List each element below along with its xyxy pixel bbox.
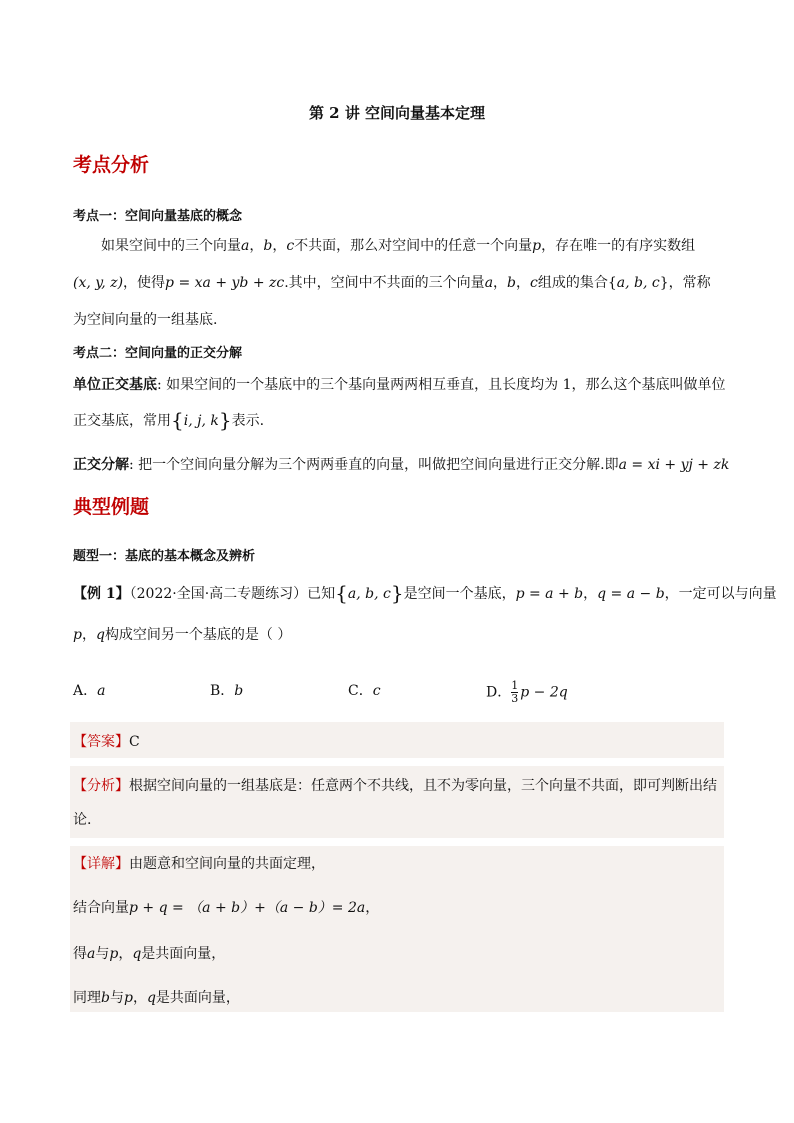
option-b[interactable]: B．b — [210, 683, 244, 699]
type-one-heading: 题型一：基底的基本概念及辨析 — [73, 549, 256, 564]
option-d[interactable]: D． $\frac{1}{3}$ p − 2q — [486, 679, 568, 705]
option-c[interactable]: C．c — [348, 683, 381, 699]
detail-line4: 同理b与p，q是共面向量， — [73, 990, 240, 1006]
example1-line1: 【例 1】（2022·全国·高二专题练习）已知{a, b, c}是空间一个基底，p = a + b，q = a − b，一定可以与向量 — [73, 581, 777, 605]
detail-line2: 结合向量p + q = （a + b）+（a − b）= 2a， — [73, 900, 380, 916]
analysis-line2: 论. — [73, 812, 92, 828]
example1-line2: p，q构成空间另一个基底的是（ ） — [73, 627, 292, 643]
analysis-line1: 【分析】根据空间向量的一组基底是：任意两个不共线，且不为零向量，三个向量不共面，即可判断出结 — [73, 778, 717, 794]
point2-heading: 考点二：空间向量的正交分解 — [73, 346, 243, 361]
unit-basis-line2: 正交基底，常用{i, j, k}表示. — [73, 408, 265, 432]
point1-heading: 考点一：空间向量基底的概念 — [73, 209, 243, 224]
point1-line2: (x, y, z)，使得p = xa + yb + zc.其中，空间中不共面的三个向量a，b，c组成的集合{a, b, c}，常称 — [73, 275, 711, 291]
section-heading-analysis: 考点分析 — [73, 154, 150, 176]
page-title: 第 2 讲 空间向量基本定理 — [308, 104, 486, 122]
detail-line3: 得a与p，q是共面向量， — [73, 946, 226, 962]
section-heading-examples: 典型例题 — [73, 496, 150, 518]
option-a[interactable]: A．a — [73, 683, 106, 699]
point1-line3: 为空间向量的一组基底. — [73, 312, 218, 328]
answer-line: 【答案】C — [73, 734, 140, 750]
detail-line1: 【详解】由题意和空间向量的共面定理， — [73, 856, 325, 872]
unit-basis-line1: 单位正交基底: 如果空间的一个基底中的三个基向量两两相互垂直，且长度均为 1，那么这个基底叫做单位 — [73, 377, 726, 393]
point1-line1: 如果空间中的三个向量a，b，c不共面，那么对空间中的任意一个向量p，存在唯一的有序实数组 — [101, 238, 696, 254]
answer-box — [70, 722, 724, 758]
orthogonal-decomposition-line: 正交分解: 把一个空间向量分解为三个两两垂直的向量，叫做把空间向量进行正交分解.即a = xi + yj + zk — [73, 457, 730, 473]
